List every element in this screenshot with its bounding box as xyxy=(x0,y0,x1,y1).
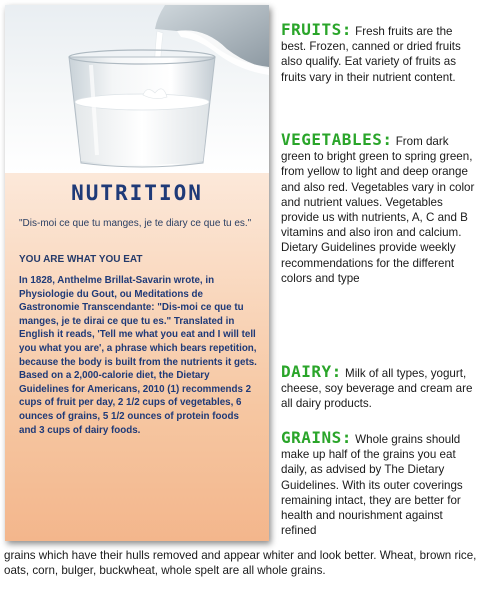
grains-continuation: grains which have their hulls removed and appear whiter and look better. Wheat, brown rice, oats, corn, bulger, buckwheat, whole spelt are all whole grains. xyxy=(4,549,477,578)
quote-text: "Dis-moi ce que tu manges, je te diary ce que tu es." xyxy=(19,218,252,229)
milk-pour-illustration xyxy=(5,5,269,173)
vegetables-section xyxy=(281,132,477,286)
sidebar-card xyxy=(5,5,269,541)
vegetables-heading: VEGETABLES: xyxy=(281,130,393,149)
dairy-section xyxy=(281,364,477,412)
grains-section xyxy=(281,430,477,538)
page-title: NUTRITION xyxy=(71,181,203,205)
grains-heading: GRAINS: xyxy=(281,428,352,447)
dairy-heading: DAIRY: xyxy=(281,362,342,381)
subheading: YOU ARE WHAT YOU EAT xyxy=(19,254,143,265)
intro-paragraph: In 1828, Anthelme Brillat-Savarin wrote, in Physiologie du Gout, ou Meditations de Gastronomie Transcendante: "Dis-moi ce que tu manges, je te dirai ce que tu es." Translated in English it reads, 'Tell me what you eat and I will tell you what you are', a phrase which bears repetition, because the body is built from the nutrients it gets. Based on a 2,000-calorie diet, the Dietary Guidelines for Americans, 2010 (1) recommends 2 cups of fruit per day, 2 1/2 cups of vegetables, 6 ounces of grains, 5 1/2 ounces of protein foods and 3 cups of dairy foods. xyxy=(19,275,257,436)
fruits-text: Fresh fruits are the best. Frozen, canned or dried fruits also qualify. Eat variety of fruits as fruits vary in their nutrient content. xyxy=(281,25,461,84)
grains-text: Whole grains should make up half of the grains you eat daily, as advised by The Dietary Guidelines. With its outer coverings remaining intact, they are better for health and nourishment against refined xyxy=(281,433,463,538)
fruits-heading: FRUITS: xyxy=(281,20,352,39)
dairy-text: Milk of all types, yogurt, cheese, soy beverage and cream are all dairy products. xyxy=(281,367,473,411)
vegetables-text: From dark green to bright green to spring green, from yellow to light and deep orange and also red. Vegetables vary in color and nutrient values. Vegetables provide us with nutrients, A, C and B vitamins and also iron and calcium. Dietary Guidelines provide weekly recommendations for the different colors and type xyxy=(281,135,475,285)
milk-glass-photo xyxy=(5,5,269,173)
fruits-section xyxy=(281,22,477,85)
